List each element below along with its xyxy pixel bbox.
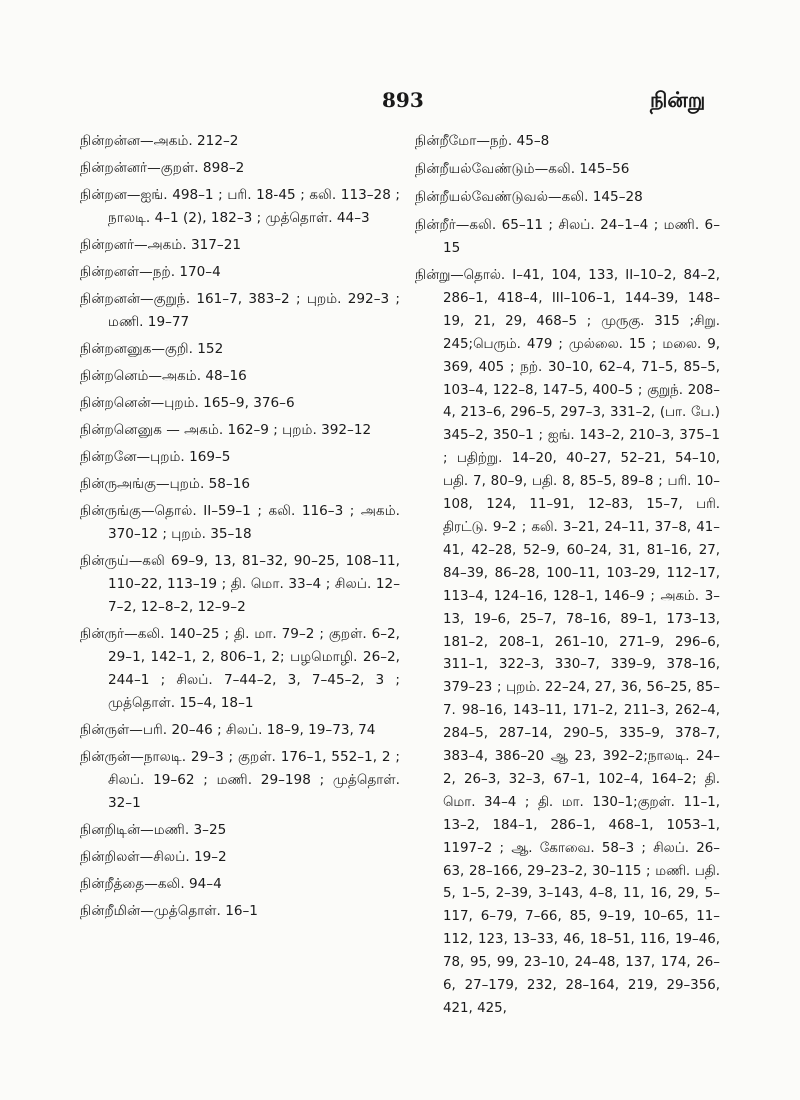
running-head: நின்று <box>650 88 706 112</box>
right-column <box>415 130 720 1026</box>
index-entry: நின்றீமின்—முத்தொள். 16–1 <box>80 903 258 919</box>
index-entry: நின்ருய்—கலி 69–9, 13, 81–32, 90–25, 108–11, 110–22, 113–19 ; தி. மொ. 33–4 ; சிலப். 12–7–2, 12–8–2, 12–9–2 <box>80 553 400 615</box>
index-entry: நின்ருர்—கலி. 140–25 ; தி. மா. 79–2 ; குறள். 6–2, 29–1, 142–1, 2, 806–1, 2; பழமொழி. 26–2, 244–1 ; சிலப். 7–44–2, 3, 7–45–2, 3 ; முத்தொள். 15–4, 18–1 <box>80 626 400 711</box>
index-entry: நின்றனே—புறம். 169–5 <box>80 449 231 465</box>
index-entry: நின்ருங்கு—தொல். II–59–1 ; கலி. 116–3 ; அகம். 370–12 ; புறம். 35–18 <box>80 503 400 542</box>
left-column <box>80 130 400 927</box>
index-entry: நின்றனர்—அகம். 317–21 <box>80 237 241 253</box>
index-entry: நின்றீத்தை—கலி. 94–4 <box>80 876 222 892</box>
index-entry: நின்ருன்—நாலடி. 29–3 ; குறள். 176–1, 552–1, 2 ; சிலப். 19–62 ; மணி. 29–198 ; முத்தொள். 32–1 <box>80 749 400 811</box>
index-entry: நின்றீயல்வேண்டுவல்—கலி. 145–28 <box>415 189 643 205</box>
index-entry: நின்றனள்—நற். 170–4 <box>80 264 221 280</box>
index-entry: நின்றனென்—புறம். 165–9, 376–6 <box>80 395 295 411</box>
index-entry: நின்றீயல்வேண்டும்—கலி. 145–56 <box>415 161 630 177</box>
index-entry: நினறிடின்—மணி. 3–25 <box>80 822 227 838</box>
index-entry: நின்ருஅங்கு—புறம். 58–16 <box>80 476 250 492</box>
index-entry: நின்றனன்—குறுந். 161–7, 383–2 ; புறம். 292–3 ; மணி. 19–77 <box>80 291 400 330</box>
index-entry: நின்றீர்—கலி. 65–11 ; சிலப். 24–1–4 ; மணி. 6–15 <box>415 217 720 256</box>
index-entry: நின்றனனுக—குறி. 152 <box>80 341 224 357</box>
index-entry: நின்றனெம்—அகம். 48–16 <box>80 368 247 384</box>
index-entry: நின்றனெனுக — அகம். 162–9 ; புறம். 392–12 <box>80 422 372 438</box>
index-entry: நின்றன—ஐங். 498–1 ; பரி. 18-45 ; கலி. 113–28 ; நாலடி. 4–1 (2), 182–3 ; முத்தொள். 44–3 <box>80 187 400 226</box>
index-entry: நின்றீமோ—நற். 45–8 <box>415 133 550 149</box>
index-entry-nindru: நின்று—தொல். I–41, 104, 133, II–10–2, 84–2, 286–1, 418–4, III–106–1, 144–39, 148–19, 21, 29, 468–5 ; முருகு. 315 ;சிறு. 245;பெரும். 479 ; முல்லை. 15 ; மலை. 9, 369, 405 ; நற். 30–10, 62–4, 71–5, 85–5, 103–4, 122–8, 147–5, 400–5 ; குறுந். 208–4, 213–6, 296–5, 297–3, 331–2, (பா. பே.) 345–2, 350–1 ; ஐங். 143–2, 210–3, 375–1 ; பதிற்று. 14–20, 40–27, 52–21, 54–10, பதி. 7, 80–9, பதி. 8, 85–5, 89–8 ; பரி. 10–108, 124, 11–91, 12–83, 15–7, பரி. திரட்டு. 9–2 ; கலி. 3–21, 24–11, 37–8, 41–41, 42–28, 52–9, 60–24, 31, 81–16, 27, 84–39, 86–28, 100–11, 103–29, 112–17, 113–4, 124–16, 128–1, 146–9 ; அகம். 3–13, 19–6, 25–7, 78–16, 89–1, 173–13, 181–2, 208–1, 261–10, 271–9, 296–6, 311–1, 322–3, 330–7, 339–9, 378–16, 379–23 ; புறம். 22–24, 27, 36, 56–25, 85–7. 98–16, 143–11, 171–2, 211–3, 262–4, 284–5, 287–14, 290–5, 335–9, 378–7, 383–4, 386–20 ஆ 23, 392–2;நாலடி. 24–2, 26–3, 32–3, 67–1, 102–4, 164–2; தி. மொ. 34–4 ; தி. மா. 130–1;குறள். 11–1, 13–2, 184–1, 286–1, 468–1, 1053–1, 1197–2 ; ஆ. கோவை. 58–3 ; சிலப். 26–63, 28–166, 29–23–2, 30–115 ; மணி. பதி. 5, 1–5, 2–39, 3–143, 4–8, 11, 16, 29, 5–117, 6–79, 7–66, 85, 9–19, 10–65, 11–112, 123, 13–33, 46, 18–51, 116, 19–46, 78, 95, 99, 23–10, 24–48, 137, 174, 26–6, 27–179, 232, 28–164, 219, 29–356, 421, 425, <box>415 268 720 1016</box>
index-entry: நின்ருள்—பரி. 20–46 ; சிலப். 18–9, 19–73, 74 <box>80 722 376 738</box>
index-entry: நின்றன்னர்—குறள். 898–2 <box>80 160 245 176</box>
page-number: 893 <box>382 88 424 112</box>
index-entry: நின்றிலள்—சிலப். 19–2 <box>80 849 227 865</box>
index-entry: நின்றன்ன—அகம். 212–2 <box>80 133 239 149</box>
